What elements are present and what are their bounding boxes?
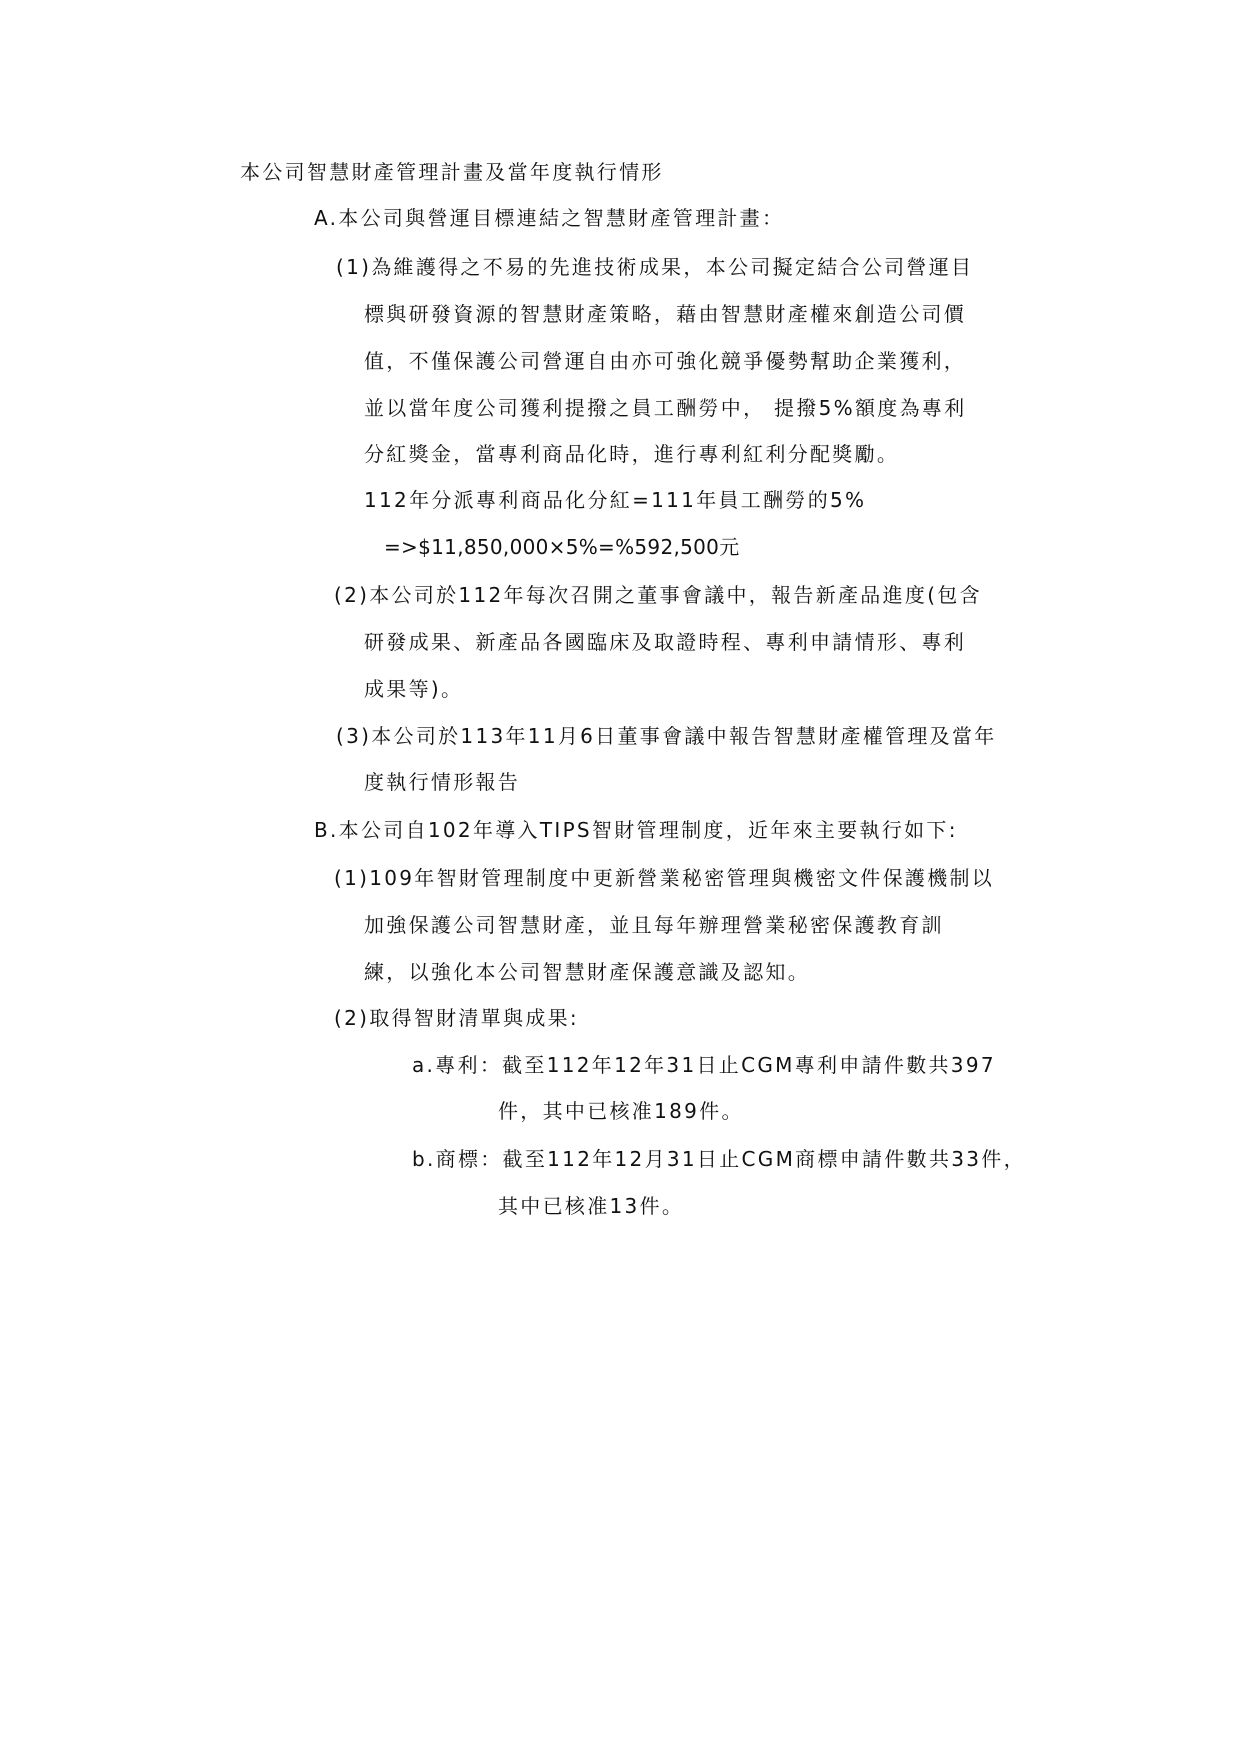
document-title: 本公司智慧財產管理計畫及當年度執行情形 [240,160,664,184]
section-a-item2-line: 成果等)。 [364,677,464,701]
section-a-item2-line: (2)本公司於112年每次召開之董事會議中，報告新產品進度(包含 [334,583,982,607]
section-a-item3-line: 度執行情形報告 [364,770,521,794]
patent-bonus-calculation: =>$11,850,000×5%=%592,500元 [384,535,740,559]
section-b-item1-line: (1)109年智財管理制度中更新營業秘密管理與機密文件保護機制以 [334,866,995,890]
section-a-item1-line: (1)為維護得之不易的先進技術成果，本公司擬定結合公司營運目 [336,255,974,279]
section-a-item2-line: 研發成果、新產品各國臨床及取證時程、專利申請情形、專利 [364,630,967,654]
trademark-result-line: b.商標：截至112年12月31日止CGM商標申請件數共33件， [412,1147,1026,1171]
section-a-item1-line: 值，不僅保護公司營運自由亦可強化競爭優勢幫助企業獲利， [364,349,967,373]
trademark-result-line: 其中已核准13件。 [498,1194,685,1218]
patent-result-line: 件，其中已核准189件。 [498,1099,744,1123]
section-a-heading: A.本公司與營運目標連結之智慧財產管理計畫： [314,206,785,230]
section-b-item1-line: 加強保護公司智慧財產，並且每年辦理營業秘密保護教育訓 [364,913,944,937]
section-a-item1-line: 並以當年度公司獲利提撥之員工酬勞中， 提撥5%額度為專利 [364,396,967,420]
section-b-item1-line: 練，以強化本公司智慧財產保護意識及認知。 [364,960,810,984]
section-b-item2-heading: (2)取得智財清單與成果: [334,1006,579,1030]
section-b-heading: B.本公司自102年導入TIPS智財管理制度，近年來主要執行如下: [314,818,958,842]
section-a-item1-line: 分紅獎金，當專利商品化時，進行專利紅利分配獎勵。 [364,442,900,466]
patent-bonus-formula: 112年分派專利商品化分紅=111年員工酬勞的5% [364,488,867,512]
section-a-item3-line: (3)本公司於113年11月6日董事會議中報告智慧財產權管理及當年 [336,724,997,748]
patent-result-line: a.專利：截至112年12年31日止CGM專利申請件數共397 [412,1053,996,1077]
section-a-item1-line: 標與研發資源的智慧財產策略，藉由智慧財產權來創造公司價 [364,302,967,326]
